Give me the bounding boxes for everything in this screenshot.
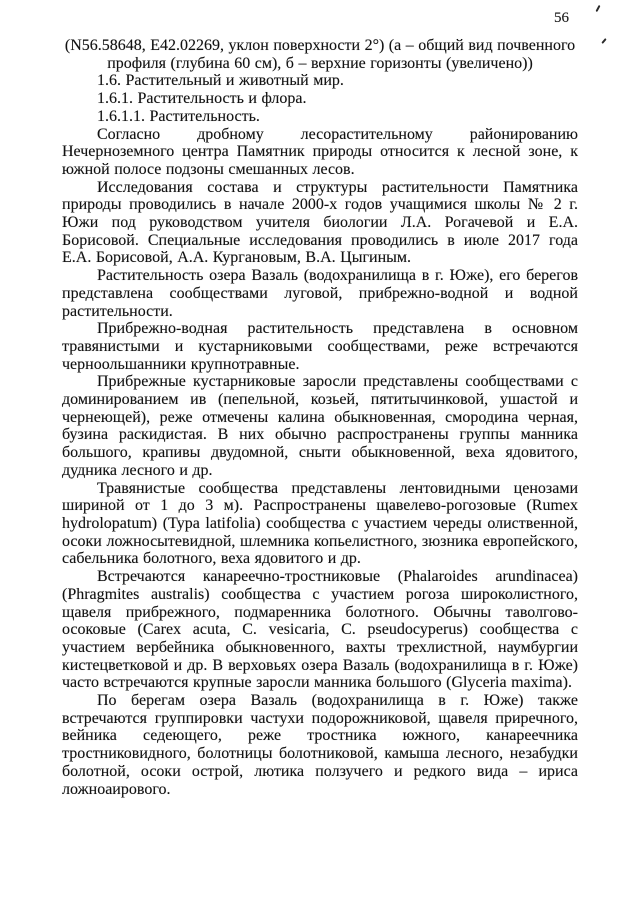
heading-flora-fauna: 1.6. Растительный и животный мир. (97, 72, 344, 90)
heading-vegetation-flora: 1.6.1. Растительность и флора. (97, 90, 307, 108)
ink-speck (601, 38, 606, 44)
document-body (62, 37, 578, 798)
paragraph-research-history: Исследования состава и структуры растительности Памятника природы проводились в начале 2000-х годов учащимися школы № 2 г. Южи под руководством учителя биологии Л.А. Рогачевой и Е.А. Борисовой. Специальные исследования проводились в июле 2017 года Е.А. Борисовой, А.А. Кургановым, В.А. Цыгиным. (62, 178, 578, 267)
paragraph-reed-communities: Встречаются канареечно-тростниковые (Phalaroides arundinacea) (Phragmites australis) сообщества с участием рогоза широколистного, щавеля прибрежного, подмаренника болотного. Обычны таволгово-осоковые (Carex acuta, C. vesicaria, C. pseudocyperus) сообщества с участием вербейника обыкновенного, вахты трехлистной, наумбургии кистецветковой и др. В верховьях озера Вазаль (водохранилища в г. Юже) часто встречаются крупные заросли манника большого (Glyceria maxima). (62, 568, 578, 692)
paragraph-shrub-thickets: Прибрежные кустарниковые заросли представлены сообществами с доминированием ив (пепельной, козьей, пятитычинковой, ушастой и чернеющей), реже отмечены калина обыкновенная, смородина черная, бузина раскидистая. В них обычно распространены группы манника большого, крапивы двудомной, сныти обыкновенной, веха ядовитого, дудника лесного и др. (62, 373, 578, 479)
heading-vegetation: 1.6.1.1. Растительность. (97, 107, 260, 125)
paragraph-coastal-vegetation: Прибрежно-водная растительность представлена в основном травянистыми и кустарниковыми сообществами, реже встречаются черноольшанники крупнотравные. (62, 320, 578, 373)
paragraph-grass-communities: Травянистые сообщества представлены лентовидными ценозами шириной от 1 до 3 м). Распространены щавелево-рогозовые (Rumex hydrolopatum) (Typa latifolia) сообщества с участием череды олиственной, осоки ложносытевидной, шлемника копьелистного, зюзника европейского, сабельника болотного, веха ядовитого и др. (62, 479, 578, 568)
paragraph-shore-groupings: По берегам озера Вазаль (водохранилища в г. Юже) также встречаются группировки частухи подорожниковой, щавеля приречного, вейника седеющего, реже тростника южного, канареечника тростниковидного, болотницы болотниковой, камыша лесного, незабудки болотной, осоки острой, лютика ползучего и редкого вида – ириса ложноаирового. (62, 692, 578, 798)
page-number: 56 (554, 10, 569, 26)
ink-speck (595, 5, 600, 12)
figure-caption: (N56.58648, E42.02269, уклон поверхности 2°) (а – общий вид почвенного профиля (глубина 60 см), б – верхние горизонты (увеличено)) (64, 37, 576, 72)
paragraph-lake-vegetation: Растительность озера Вазаль (водохранилища в г. Юже), его берегов представлена сообществами луговой, прибрежно-водной и водной растительности. (62, 267, 578, 320)
paragraph-zoning: Согласно дробному лесорастительному районированию Нечерноземного центра Памятник природы относится к лесной зоне, к южной полосе подзоны смешанных лесов. (62, 125, 578, 178)
